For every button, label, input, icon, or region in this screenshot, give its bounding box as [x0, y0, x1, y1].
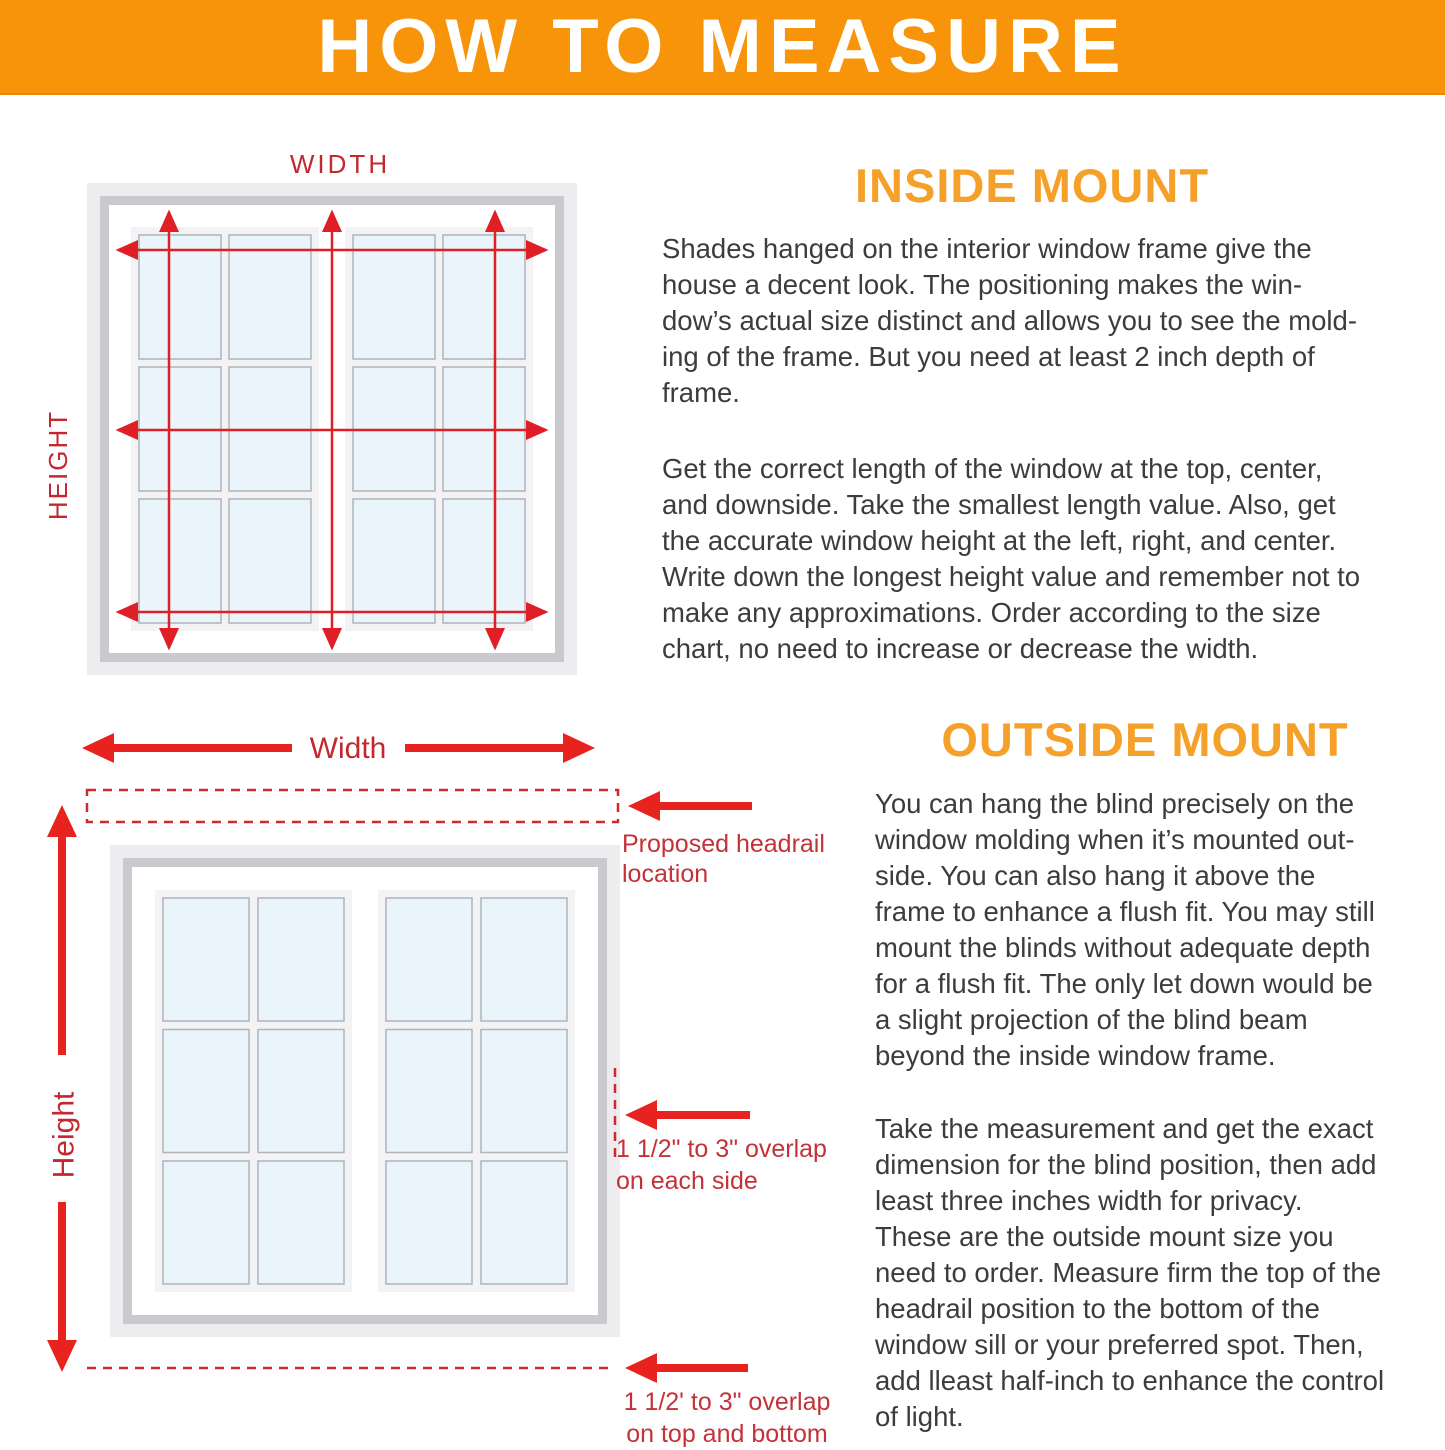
height-label: Height: [47, 1091, 81, 1179]
paragraph-line: Shades hanged on the interior window frame give the: [662, 233, 1312, 264]
headrail-note-line1: Proposed headrail: [622, 830, 825, 858]
inside-mount-diagram: [40, 130, 640, 705]
window-pane: [229, 499, 311, 623]
paragraph-line: a slight projection of the blind beam: [875, 1004, 1308, 1035]
height-arrow-down: [47, 1202, 77, 1372]
paragraph-line: and downside. Take the smallest length value. Also, get: [662, 489, 1336, 520]
paragraph-line: You can hang the blind precisely on the: [875, 788, 1355, 819]
paragraph-line: dimension for the blind position, then add: [875, 1149, 1377, 1180]
paragraph-line: need to order. Measure firm the top of the: [875, 1257, 1381, 1288]
bottom-overlap-line2: on top and bottom: [626, 1420, 828, 1448]
window-pane: [139, 235, 221, 359]
paragraph-line: least three inches width for privacy.: [875, 1185, 1303, 1216]
title-banner: [0, 0, 1445, 95]
paragraph-line: mount the blinds without adequate depth: [875, 932, 1371, 963]
window-pane: [481, 1161, 567, 1284]
headrail-pointer-arrow: [628, 791, 752, 821]
outside-mount-heading: OUTSIDE MOUNT: [941, 713, 1349, 766]
window-pane: [258, 898, 344, 1021]
window-pane: [139, 499, 221, 623]
width-label: WIDTH: [289, 149, 391, 179]
paragraph-line: frame to enhance a flush fit. You may still: [875, 896, 1375, 927]
window-pane: [443, 499, 525, 623]
window-pane: [163, 898, 249, 1021]
outside-mount-diagram: [30, 710, 840, 1450]
paragraph-line: These are the outside mount size you: [875, 1221, 1334, 1252]
window-pane: [163, 1161, 249, 1284]
headrail-note-line2: location: [622, 860, 709, 888]
width-arrow-right: [405, 733, 595, 763]
paragraph-line: frame.: [662, 377, 740, 408]
page-title: HOW TO MEASURE: [317, 4, 1128, 89]
paragraph-line: beyond the inside window frame.: [875, 1040, 1276, 1071]
paragraph-line: dow’s actual size distinct and allows you to see the mold-: [662, 305, 1357, 336]
width-label: Width: [309, 732, 387, 765]
paragraph-line: for a flush fit. The only let down would be: [875, 968, 1373, 999]
side-overlap-line1: 1 1/2" to 3" overlap: [616, 1135, 827, 1163]
window-pane: [386, 898, 472, 1021]
window-pane: [386, 1161, 472, 1284]
paragraph-line: of light.: [875, 1401, 964, 1432]
center-mullion: [352, 890, 378, 1292]
bottom-overlap-pointer-arrow: [625, 1353, 748, 1383]
paragraph-line: window sill or your preferred spot. Then,: [875, 1329, 1364, 1360]
paragraph-line: the accurate window height at the left, right, and center.: [662, 525, 1337, 556]
paragraph-line: Get the correct length of the window at the top, center,: [662, 453, 1323, 484]
height-label: HEIGHT: [43, 409, 73, 521]
paragraph-line: side. You can also hang it above the: [875, 860, 1316, 891]
inside-mount-paragraph-2: [662, 451, 1407, 667]
paragraph-line: Write down the longest height value and remember not to: [662, 561, 1361, 592]
paragraph-line: house a decent look. The positioning makes the win-: [662, 269, 1303, 300]
bottom-overlap-line1: 1 1/2' to 3" overlap: [623, 1388, 831, 1416]
inside-mount-heading: INSIDE MOUNT: [854, 159, 1210, 212]
side-overlap-pointer-arrow: [625, 1100, 750, 1130]
window-pane: [229, 235, 311, 359]
inside-mount-paragraph-1: [662, 231, 1407, 411]
window-pane: [258, 1030, 344, 1153]
side-overlap-line2: on each side: [616, 1167, 758, 1195]
window-pane: [353, 235, 435, 359]
window-pane: [353, 499, 435, 623]
outside-mount-paragraph-1: [875, 786, 1420, 1074]
window-pane: [386, 1030, 472, 1153]
paragraph-line: headrail position to the bottom of the: [875, 1293, 1320, 1324]
paragraph-line: chart, no need to increase or decrease the width.: [662, 633, 1259, 664]
window-pane: [481, 1030, 567, 1153]
window-pane: [481, 898, 567, 1021]
window-pane: [258, 1161, 344, 1284]
window-pane: [163, 1030, 249, 1153]
paragraph-line: add lleast half-inch to enhance the control: [875, 1365, 1385, 1396]
width-arrow-left: [82, 733, 292, 763]
window-pane: [443, 235, 525, 359]
height-arrow-up: [47, 805, 77, 1055]
paragraph-line: Take the measurement and get the exact: [875, 1113, 1374, 1144]
window-illustration: [110, 845, 620, 1337]
paragraph-line: make any approximations. Order according to the size: [662, 597, 1321, 628]
headrail-location-box: [87, 790, 618, 822]
paragraph-line: window molding when it’s mounted out-: [875, 824, 1355, 855]
outside-mount-paragraph-2: [875, 1111, 1420, 1435]
paragraph-line: ing of the frame. But you need at least 2 inch depth of: [662, 341, 1315, 372]
